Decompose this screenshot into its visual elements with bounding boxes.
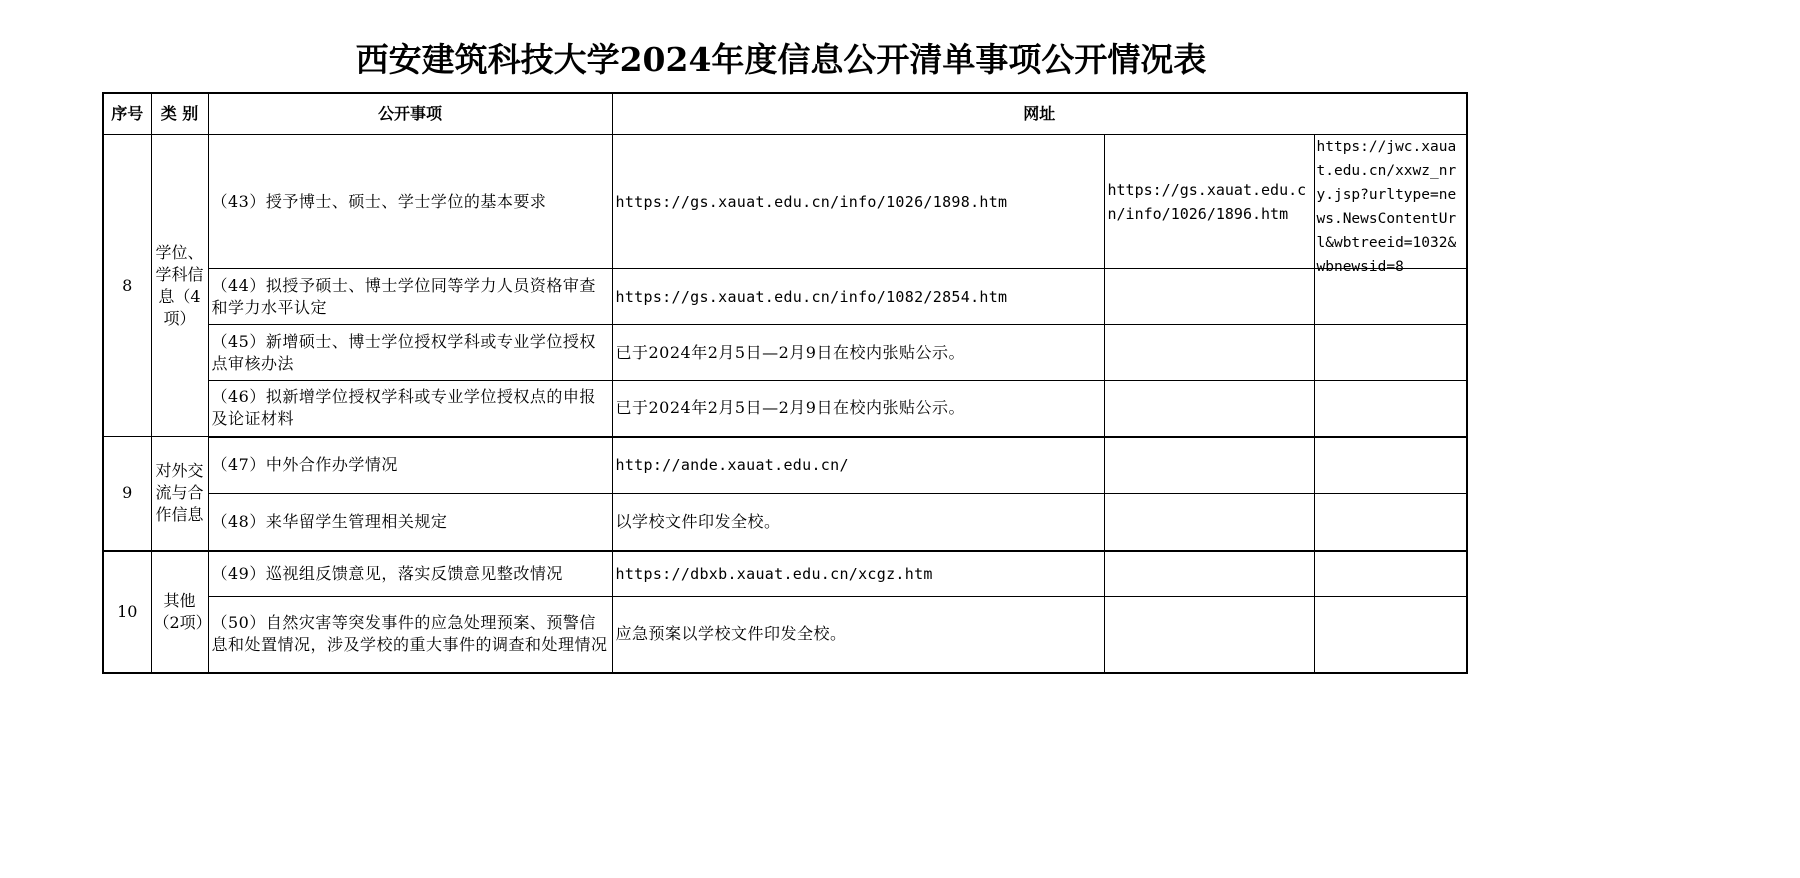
empty-cell [1314,494,1467,551]
url-cell: 以学校文件印发全校。 [612,494,1104,551]
empty-cell [1314,381,1467,437]
empty-cell [1104,381,1314,437]
url-cell-3[interactable]: https://jwc.xauat.edu.cn/xxwz_nry.jsp?urltype=news.NewsContentUrl&wbtreeid=1032&wbnewsid=8 [1314,135,1467,269]
table-row [103,325,1467,381]
table-header-row [103,93,1467,135]
seq-cell: 10 [103,551,151,673]
url-cell: 已于2024年2月5日—2月9日在校内张贴公示。 [612,381,1104,437]
header-url: 网址 [612,93,1467,135]
url-cell: 已于2024年2月5日—2月9日在校内张贴公示。 [612,325,1104,381]
empty-cell [1104,325,1314,381]
empty-cell [1104,269,1314,325]
url-cell-2[interactable]: https://gs.xauat.edu.cn/info/1026/1896.htm [1104,135,1314,269]
item-cell: （48）来华留学生管理相关规定 [208,494,612,551]
header-seq: 序号 [103,93,151,135]
empty-cell [1104,597,1314,673]
item-cell: （50）自然灾害等突发事件的应急处理预案、预警信息和处置情况，涉及学校的重大事件的调查和处理情况 [208,597,612,673]
table-row [103,135,1467,269]
empty-cell [1104,494,1314,551]
empty-cell [1104,551,1314,597]
category-cell: 学位、学科信息（4项） [151,135,208,437]
item-cell: （44）拟授予硕士、博士学位同等学力人员资格审查和学力水平认定 [208,269,612,325]
url-cell[interactable]: https://gs.xauat.edu.cn/info/1026/1898.htm [612,135,1104,269]
seq-cell: 8 [103,135,151,437]
document-title: 西安建筑科技大学2024年度信息公开清单事项公开情况表 [355,40,1207,79]
url-cell[interactable]: http://ande.xauat.edu.cn/ [612,437,1104,494]
table-row [103,494,1467,551]
empty-cell [1314,597,1467,673]
header-category: 类 别 [151,93,208,135]
item-cell: （49）巡视组反馈意见，落实反馈意见整改情况 [208,551,612,597]
disclosure-table [102,92,1468,674]
url-cell[interactable]: https://dbxb.xauat.edu.cn/xcgz.htm [612,551,1104,597]
table-row [103,269,1467,325]
table-row [103,381,1467,437]
empty-cell [1314,325,1467,381]
seq-cell: 9 [103,437,151,551]
empty-cell [1314,551,1467,597]
category-cell: 对外交流与合作信息 [151,437,208,551]
category-cell: 其他（2项） [151,551,208,673]
table-row [103,437,1467,494]
item-cell: （43）授予博士、硕士、学士学位的基本要求 [208,135,612,269]
header-item: 公开事项 [208,93,612,135]
empty-cell [1314,437,1467,494]
url-cell[interactable]: https://gs.xauat.edu.cn/info/1082/2854.htm [612,269,1104,325]
item-cell: （45）新增硕士、博士学位授权学科或专业学位授权点审核办法 [208,325,612,381]
table-row [103,597,1467,673]
empty-cell [1104,437,1314,494]
item-cell: （46）拟新增学位授权学科或专业学位授权点的申报及论证材料 [208,381,612,437]
url-cell: 应急预案以学校文件印发全校。 [612,597,1104,673]
table-row [103,551,1467,597]
item-cell: （47）中外合作办学情况 [208,437,612,494]
